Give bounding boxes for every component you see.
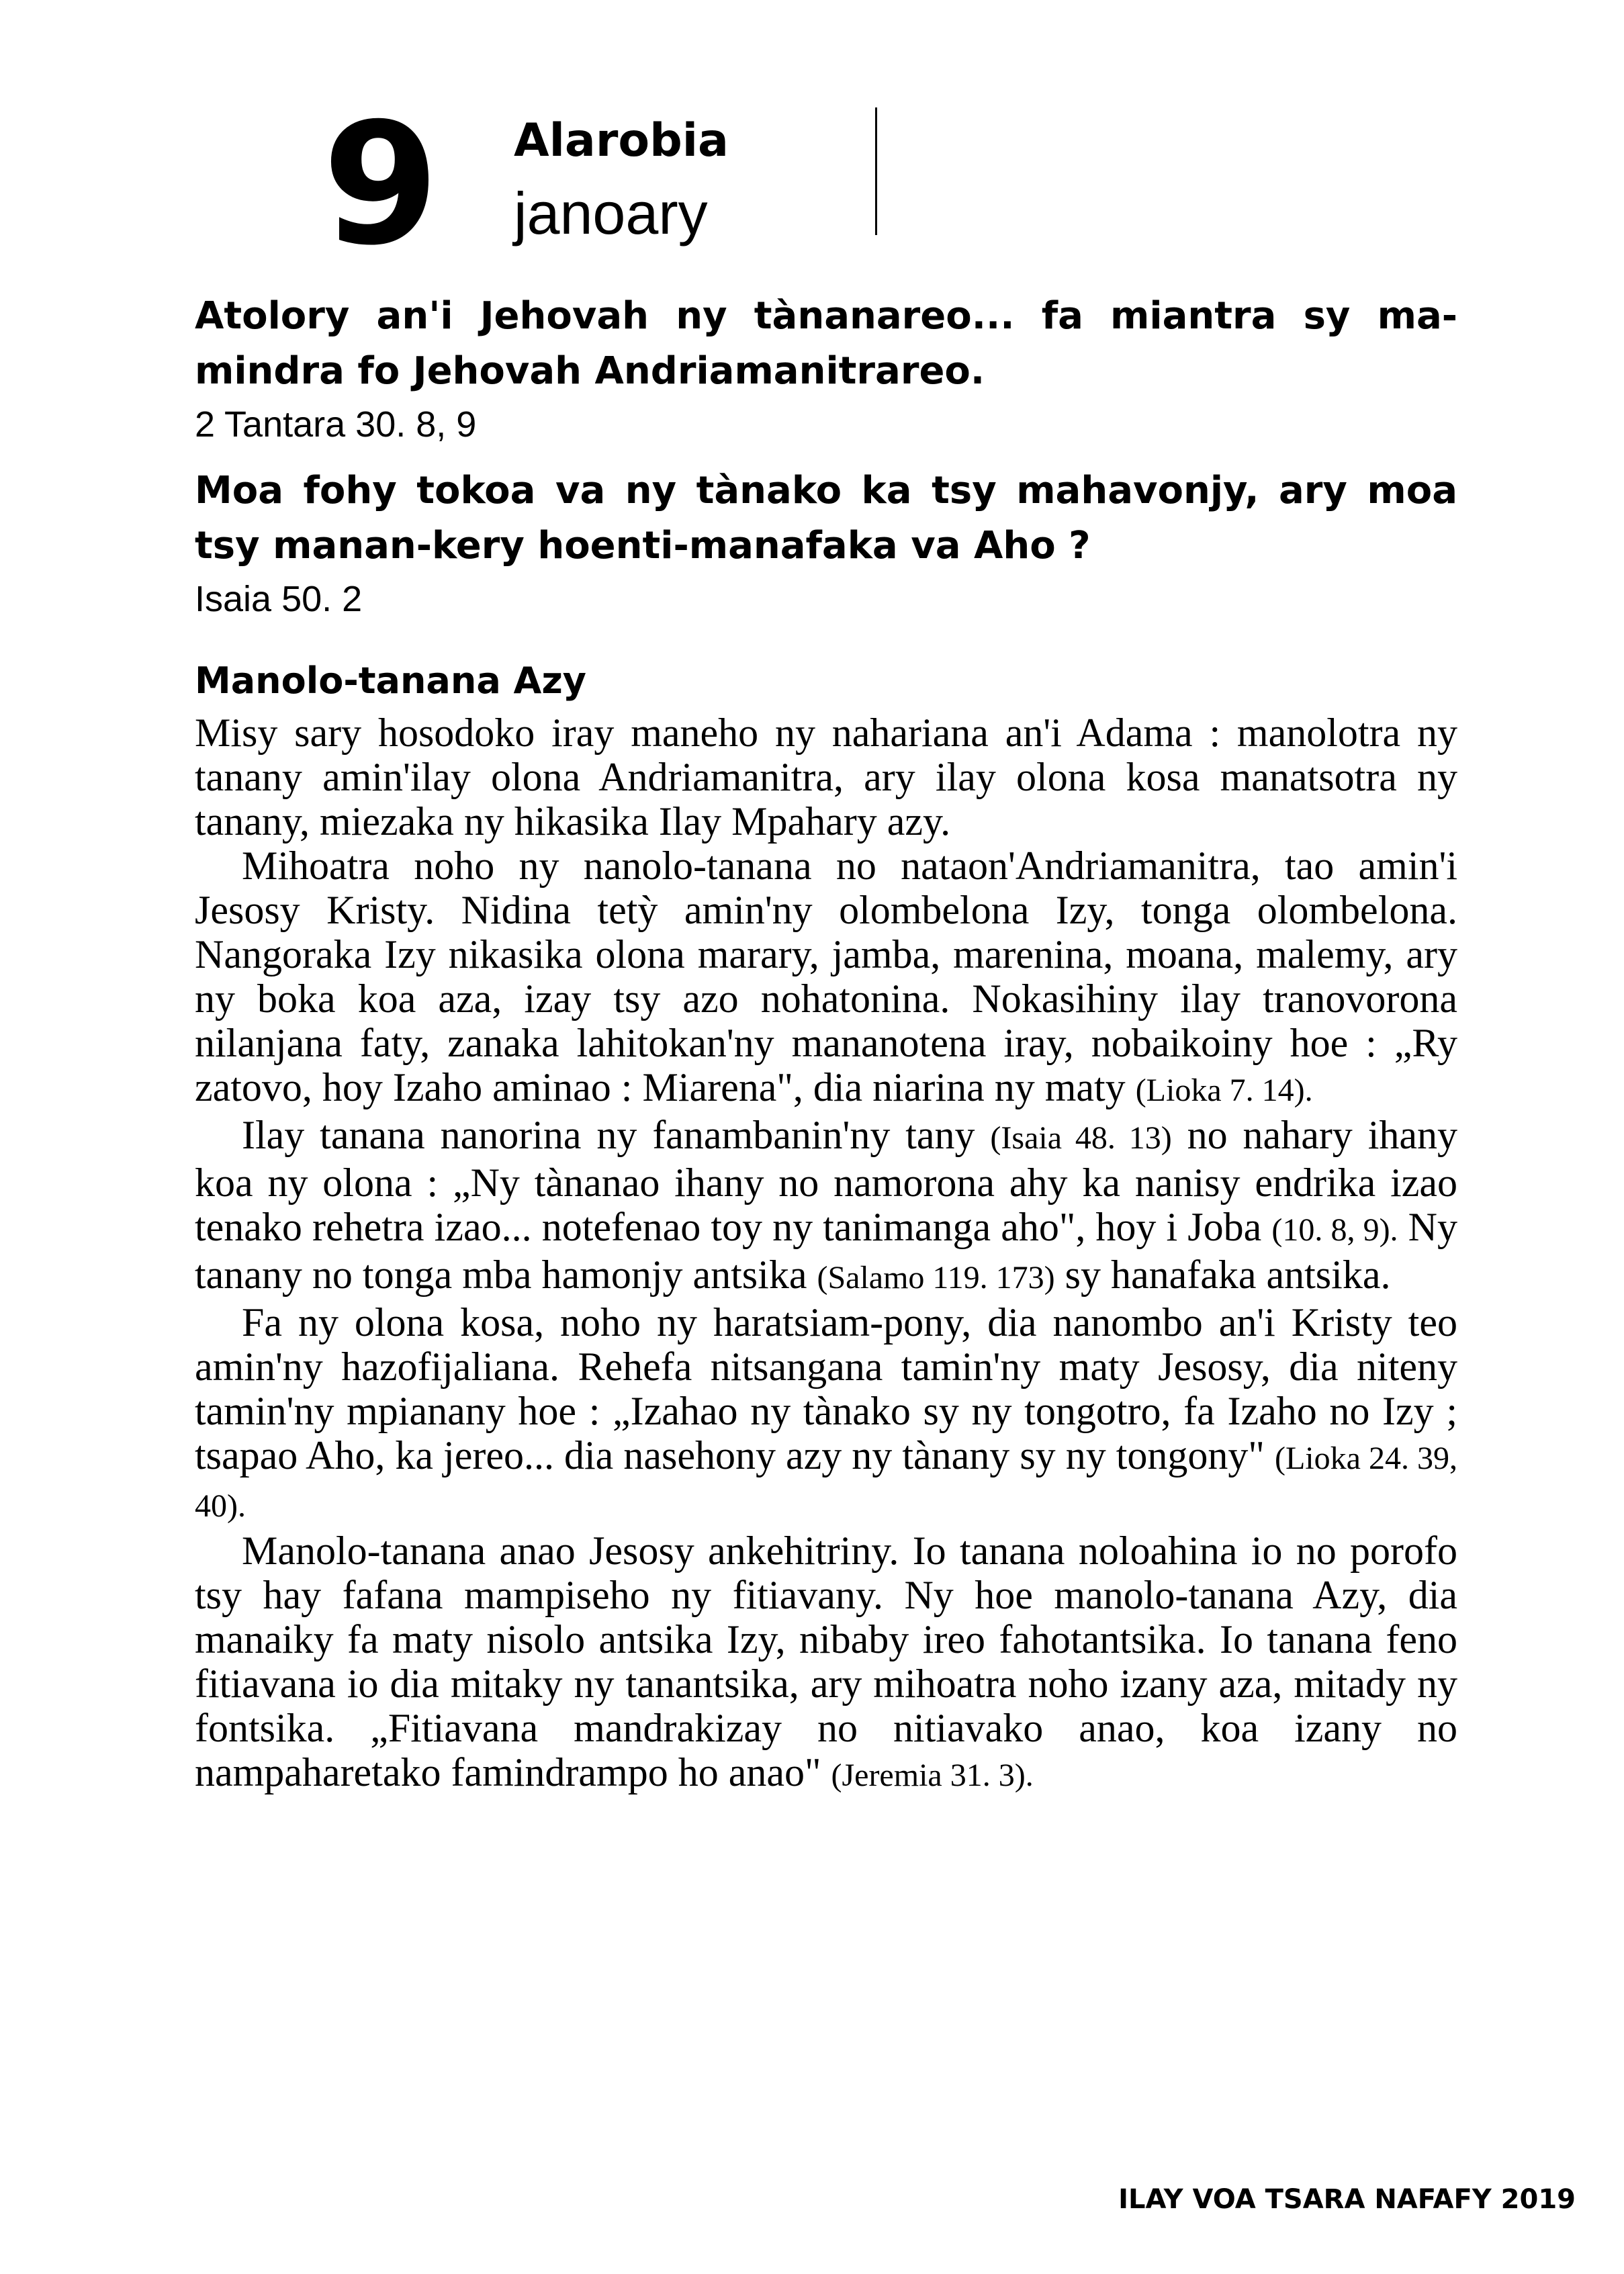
paragraph-1 bbox=[195, 711, 1457, 844]
paragraph-4-text: Fa ny olona kosa, noho ny haratsiam-pony, dia nanombo an'i Kristy teo amin'ny hazofijaliana. Rehefa nitsangana tamin'ny maty Jesosy, dia niteny tamin'ny mpianany hoe : „Izahao ny tànako sy ny tongotro, fa Izaho no Izy ; tsapao Aho, ka jereo... dia nasehony azy ny tànany sy ny tongony" bbox=[195, 1300, 1457, 1477]
month: janoary bbox=[514, 180, 708, 246]
day-number: 9 bbox=[322, 87, 435, 282]
date-header bbox=[322, 87, 900, 282]
paragraph-2-text: Mihoatra noho ny nanolo-tanana no nataon'Andriamanitra, tao amin'i Jesosy Kristy. Nidina tetỳ amin'ny olombelona Izy, tonga olombelona. Nangoraka Izy nikasika olona marary, jamba, marenina, moana, malemy, ary ny boka koa aza, izay tsy azo nohatonina. Nokasihiny ilay tranovorona nilanjana faty, zanaka lahitokan'ny mananotena iray, nobaikoiny hoe : „Ry zatovo, hoy Izaho aminao : Miarena", dia niarina ny maty bbox=[195, 844, 1457, 1109]
weekday: Alarobia bbox=[514, 114, 729, 167]
page-content bbox=[195, 289, 1457, 1798]
verse-2-text: Moa fohy tokoa va ny tànako ka tsy mahavonjy, ary moa tsy manan-kery hoenti-manafaka va Aho ? bbox=[195, 469, 1457, 567]
page-footer: ILAY VOA TSARA NAFAFY 2019 bbox=[1118, 2184, 1576, 2215]
paragraph-2 bbox=[195, 844, 1457, 1113]
paragraph-3-text: Ilay tanana nanorina ny fanambanin'ny tany bbox=[242, 1113, 975, 1157]
paragraph-1-text: Misy sary hosodoko iray maneho ny nahariana an'i Adama : manolotra ny tanany amin'ilay olona Andriamanitra, ary ilay olona kosa manatsotra ny tanany, miezaka ny hikasika Ilay Mpahary azy. bbox=[195, 711, 1457, 844]
paragraph-3-text: sy hanafaka antsika. bbox=[1065, 1253, 1391, 1297]
verse-1-reference: 2 Tantara 30. 8, 9 bbox=[195, 404, 477, 445]
article-title: Manolo-tanana Azy bbox=[195, 660, 586, 702]
scripture-ref: (Salamo 119. 173) bbox=[817, 1260, 1055, 1295]
verse-1-text: Atolory an'i Jehovah ny tànanareo... fa miantra sy mamindra fo Jehovah Andriamanitrareo. bbox=[195, 294, 1457, 393]
paragraph-3 bbox=[195, 1113, 1457, 1300]
paragraph-5 bbox=[195, 1529, 1457, 1798]
header-divider bbox=[875, 107, 877, 235]
paragraph-3-text: no nahary ihany koa ny olona : „Ny tànanao ihany no namorona ahy ka nanisy endrika izao tenako rehetra izao... notefenao toy ny tanimanga aho", hoy i Joba bbox=[195, 1113, 1457, 1249]
paragraph-4 bbox=[195, 1300, 1457, 1529]
paragraph-5-text: Manolo-tanana anao Jesosy ankehitriny. Io tanana noloahina io no porofo tsy hay fafana mampiseho ny fitiavany. Ny hoe manolo-tanana Azy, dia manaiky fa maty nisolo antsika Izy, nibaby ireo fahotantsika. Io tanana feno fitiavana io dia mitaky ny tanantsika, ary mihoatra noho izany aza, mitady ny fontsika. „Fitiavana mandrakizay no nitiavako anao, koa izany no nampaharetako famindrampo ho anao" bbox=[195, 1529, 1457, 1794]
scripture-ref: (Lioka 24. 39, 40). bbox=[195, 1441, 1457, 1524]
scripture-ref: (Lioka 7. 14). bbox=[1135, 1073, 1313, 1108]
verse-2-reference: Isaia 50. 2 bbox=[195, 579, 363, 619]
scripture-ref: (Isaia 48. 13) bbox=[990, 1120, 1172, 1156]
scripture-ref: (10. 8, 9). bbox=[1271, 1212, 1398, 1248]
scripture-ref: (Jeremia 31. 3). bbox=[831, 1758, 1034, 1793]
paragraph-3-text: Ny tanany no tonga mba hamonjy antsika bbox=[195, 1205, 1458, 1297]
